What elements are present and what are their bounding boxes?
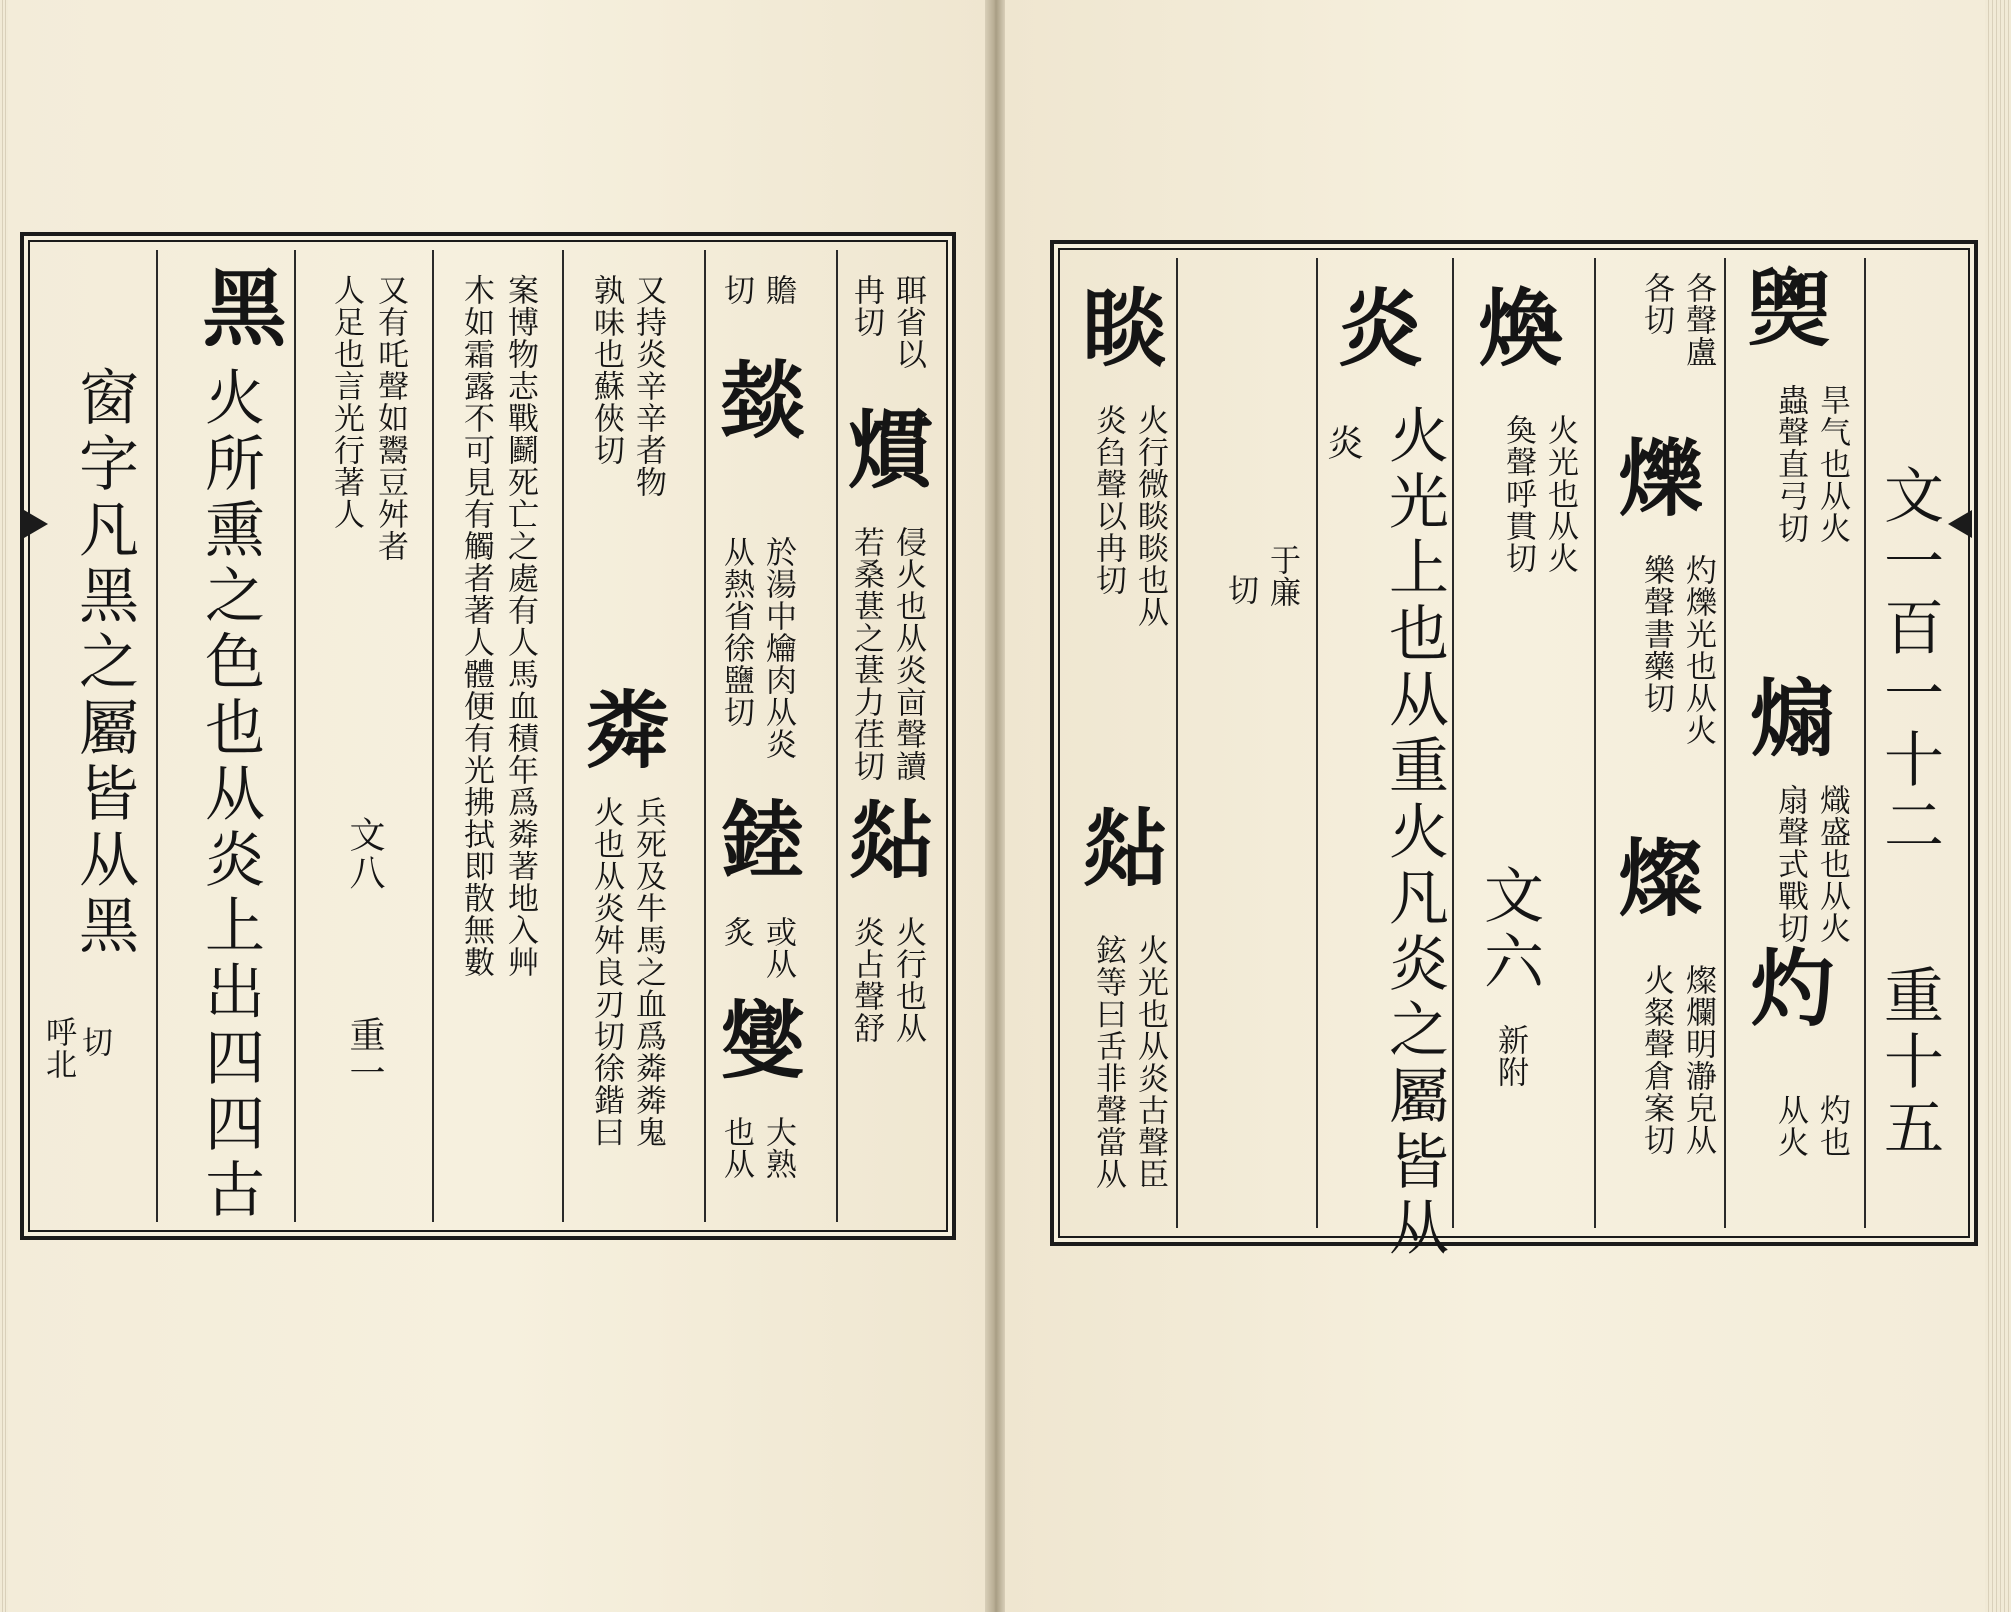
fanqie: 于廉 bbox=[1264, 544, 1300, 608]
left-col2-text: 或从 bbox=[760, 916, 796, 980]
seal-character: 煔 bbox=[1069, 804, 1168, 888]
right-col6-text: 炎臽聲以冉切 bbox=[1090, 404, 1126, 596]
left-col2-text: 大熟 bbox=[760, 1116, 796, 1180]
seal-character: 睒 bbox=[1069, 284, 1168, 368]
fishtail-marker bbox=[1948, 510, 1972, 538]
fishtail-marker bbox=[24, 510, 48, 538]
count-heading: 重十五 bbox=[1874, 964, 1944, 1162]
left-col2-text: 从熱省徐鹽切 bbox=[718, 536, 754, 728]
right-col2-text: 从火 bbox=[1772, 1094, 1808, 1158]
left-col3-text: 孰味也蘇俠切 bbox=[588, 274, 624, 466]
seal-character: 炎 bbox=[1325, 284, 1424, 368]
entry-definition: 火所熏之色也从炎上出四四古 bbox=[195, 366, 265, 1224]
left-col3-text: 兵死及牛馬之血爲粦粦鬼 bbox=[630, 796, 666, 1148]
seal-character: 𤐫 bbox=[1737, 262, 1836, 346]
left-col2-text: 切 bbox=[718, 274, 754, 306]
left-col2-text: 炙 bbox=[718, 916, 754, 948]
right-col2-text: 蟲聲直弓切 bbox=[1772, 384, 1808, 544]
fanqie: 切 bbox=[1222, 574, 1258, 606]
seal-character: 灼 bbox=[1737, 944, 1836, 1028]
right-col3-text: 燦爛明瀞皃从 bbox=[1680, 964, 1716, 1156]
right-col2-text: 灼也 bbox=[1814, 1094, 1850, 1158]
right-col6-text: 火行微睒睒也从 bbox=[1132, 404, 1168, 628]
right-col2-text: 旱气也从火 bbox=[1814, 384, 1850, 544]
left-text-frame bbox=[20, 232, 956, 1240]
left-col1-text: 火行也从 bbox=[890, 916, 926, 1044]
seal-character: 爍 bbox=[1605, 434, 1704, 518]
left-col2-text: 於湯中爚肉从炎 bbox=[760, 536, 796, 760]
newly-appended-note: 新附 bbox=[1492, 1024, 1528, 1088]
seal-character: 錴 bbox=[707, 796, 806, 880]
left-col3-text: 又持炎辛辛者物 bbox=[630, 274, 666, 498]
page-edges-left bbox=[0, 0, 8, 1612]
left-col2-text: 也从 bbox=[718, 1116, 754, 1180]
left-col3-text: 火也从炎舛良刃切徐鍇曰 bbox=[588, 796, 624, 1148]
seal-character: 煽 bbox=[1737, 674, 1836, 758]
seal-character: 燮 bbox=[707, 996, 806, 1080]
book-gutter bbox=[985, 0, 1005, 1612]
left-col1-text: 冉切 bbox=[848, 274, 884, 338]
entry-definition: 炎 bbox=[1322, 424, 1363, 462]
left-col5-text: 又有吒聲如鬻豆舛者 bbox=[372, 274, 408, 562]
left-col4-text: 木如霜露不可見有觸者著人體便有光拂拭即散無數 bbox=[458, 274, 494, 978]
seal-character: 𤎽 bbox=[835, 406, 934, 490]
fanqie: 呼北 bbox=[40, 1016, 76, 1080]
right-col4-text: 火光也从火 bbox=[1542, 414, 1578, 574]
seal-character: 燦 bbox=[1605, 834, 1704, 918]
right-col4-text: 奐聲呼貫切 bbox=[1500, 414, 1536, 574]
left-col1-text: 炎占聲舒 bbox=[848, 916, 884, 1044]
right-col3-text: 各切 bbox=[1638, 272, 1674, 336]
seal-character: 煔 bbox=[835, 796, 934, 880]
count-heading: 文六 bbox=[1474, 864, 1544, 996]
right-col6-text: 火光也从炎古聲臣 bbox=[1132, 934, 1168, 1190]
seal-character: 粦 bbox=[572, 686, 671, 770]
fanqie: 切 bbox=[76, 1026, 112, 1058]
entry-definition: 火光上也从重火凡炎之屬皆从 bbox=[1379, 404, 1449, 1262]
seal-character: 燅 bbox=[707, 356, 806, 440]
count-heading: 重一 bbox=[344, 1016, 385, 1092]
left-col5-text: 人足也言光行著人 bbox=[328, 274, 364, 530]
right-col3-text: 樂聲書藥切 bbox=[1638, 554, 1674, 714]
page-edges-right bbox=[1985, 0, 2011, 1612]
right-col3-text: 火粲聲倉案切 bbox=[1638, 964, 1674, 1156]
left-col1-text: 聑省以 bbox=[890, 274, 926, 370]
right-col2-text: 扇聲式戰切 bbox=[1772, 784, 1808, 944]
count-heading: 文一百一十二 bbox=[1874, 464, 1944, 860]
right-col3-text: 灼爍光也从火 bbox=[1680, 554, 1716, 746]
count-heading: 文八 bbox=[344, 816, 385, 892]
seal-character: 黑 bbox=[189, 264, 288, 348]
right-col2-text: 熾盛也从火 bbox=[1814, 784, 1850, 944]
right-col6-text: 鉉等曰舌非聲當从 bbox=[1090, 934, 1126, 1190]
seal-character: 煥 bbox=[1465, 284, 1564, 368]
right-col3-text: 各聲盧 bbox=[1680, 272, 1716, 368]
left-col4-text: 案博物志戰鬬死亡之處有人馬血積年爲粦著地入艸 bbox=[502, 274, 538, 978]
left-col2-text: 贍 bbox=[760, 274, 796, 306]
right-text-frame bbox=[1050, 240, 1978, 1262]
entry-definition: 窗字凡黑之屬皆从黑 bbox=[69, 366, 139, 960]
left-col1-text: 侵火也从炎㐭聲讀 bbox=[890, 526, 926, 782]
left-col1-text: 若桑葚之葚力荏切 bbox=[848, 526, 884, 782]
